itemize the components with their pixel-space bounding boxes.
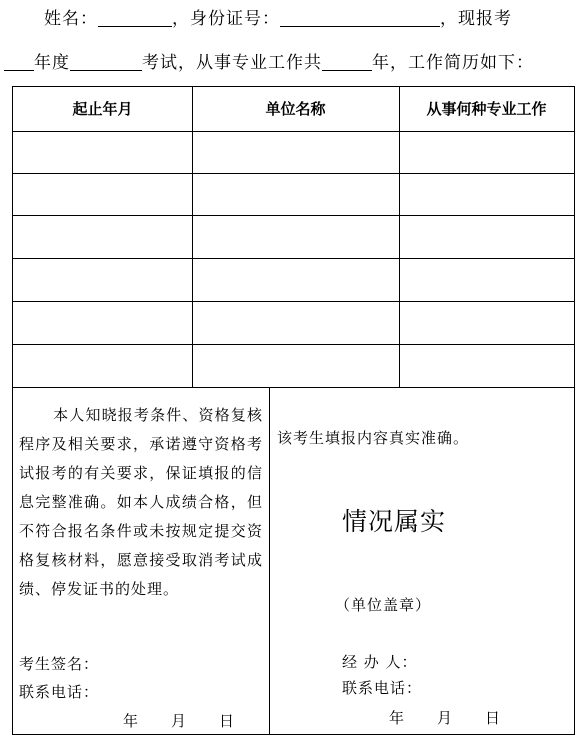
verification-section xyxy=(269,387,574,734)
handler-phone-field[interactable] xyxy=(429,673,559,697)
cell-organization-1[interactable] xyxy=(192,131,399,173)
signature-label: 考生签名： xyxy=(19,655,100,673)
cell-work-type-1[interactable] xyxy=(399,131,574,173)
cell-period-4[interactable] xyxy=(13,258,192,301)
name-blank[interactable] xyxy=(98,9,172,27)
cell-work-type-3[interactable] xyxy=(399,215,574,258)
id-label: ，身份证号： xyxy=(172,9,280,29)
cell-work-type-6[interactable] xyxy=(399,344,574,387)
apply-label: ，现报考 xyxy=(440,9,512,29)
intro-line-1 xyxy=(44,4,512,29)
cell-organization-2[interactable] xyxy=(192,173,399,215)
year-label: 年度 xyxy=(34,53,70,73)
applicant-phone-label: 联系电话： xyxy=(19,683,100,701)
applicant-phone-field[interactable] xyxy=(103,677,253,701)
resume-rows xyxy=(13,131,574,387)
signature-field[interactable] xyxy=(103,649,253,673)
cell-period-1[interactable] xyxy=(13,131,192,173)
name-label: 姓名： xyxy=(44,9,98,29)
cell-period-5[interactable] xyxy=(13,301,192,344)
handler-phone-label: 联系电话： xyxy=(342,679,423,697)
applicant-date: 年 月 日 xyxy=(123,712,236,730)
exam-name-blank[interactable] xyxy=(70,53,142,71)
header-work-type: 从事何种专业工作 xyxy=(426,100,547,118)
handler-label: 经 办 人： xyxy=(342,653,418,671)
handler-field[interactable] xyxy=(429,647,559,671)
cell-work-type-4[interactable] xyxy=(399,258,574,301)
cell-organization-5[interactable] xyxy=(192,301,399,344)
cell-period-6[interactable] xyxy=(13,344,192,387)
verification-date: 年 月 日 xyxy=(389,709,502,727)
intro-line-2 xyxy=(4,48,534,73)
exam-label: 考试，从事专业工作共 xyxy=(142,53,322,73)
pledge-text: 本人知晓报考条件、资格复核程序及相关要求，承诺遵守资格考试报考的有关要求，保证填报的信息完整准确。如本人成绩合格，但不符合报名条件或未按规定提交资格复核材料，愿意接受取消考试成绩、停发证书的处理。 xyxy=(19,406,263,598)
verification-statement: 该考生填报内容真实准确。 xyxy=(277,429,470,447)
verified-title: 情况属实 xyxy=(342,507,447,536)
work-years-blank[interactable] xyxy=(322,53,372,71)
cell-period-2[interactable] xyxy=(13,173,192,215)
resume-form xyxy=(12,86,575,735)
cell-period-3[interactable] xyxy=(13,215,192,258)
header-organization: 单位名称 xyxy=(265,100,326,118)
id-number-blank[interactable] xyxy=(280,9,440,27)
pledge-section xyxy=(13,387,269,734)
cell-organization-3[interactable] xyxy=(192,215,399,258)
cell-work-type-2[interactable] xyxy=(399,173,574,215)
years-label: 年，工作简历如下： xyxy=(372,53,534,73)
year-blank[interactable] xyxy=(4,53,34,71)
cell-organization-6[interactable] xyxy=(192,344,399,387)
cell-organization-4[interactable] xyxy=(192,258,399,301)
header-period: 起止年月 xyxy=(72,100,133,118)
seal-label: （单位盖章） xyxy=(335,596,432,614)
cell-work-type-5[interactable] xyxy=(399,301,574,344)
